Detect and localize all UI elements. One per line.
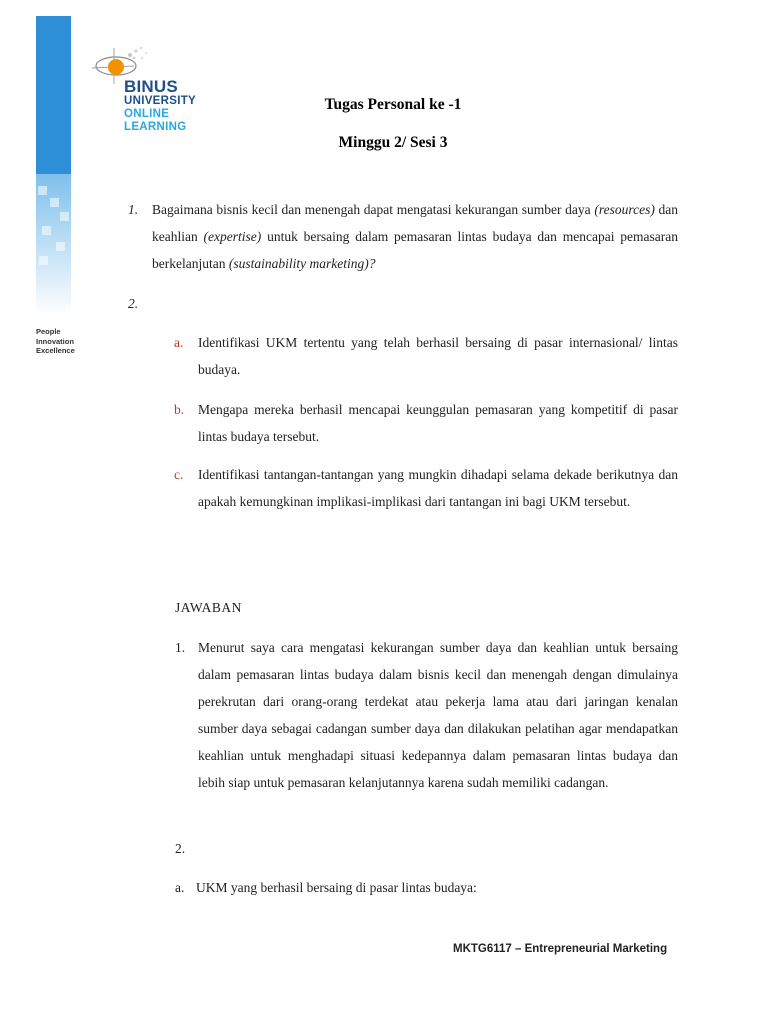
question-1-text-part: dan keahlian	[152, 202, 678, 244]
strip-tile	[42, 226, 51, 235]
strip-tile	[60, 212, 69, 221]
tagline-line: People	[36, 327, 61, 336]
question-2a-letter: a.	[174, 335, 184, 350]
assignment-subtitle: Minggu 2/ Sesi 3	[338, 134, 448, 151]
logo-brand: BINUS	[124, 77, 178, 96]
footer-course-code: MKTG6117 – Entrepreneurial Marketing	[453, 943, 668, 955]
answers-heading: JAWABAN	[175, 600, 242, 615]
logo-learning: LEARNING	[124, 121, 187, 133]
question-2c-text: Identifikasi tantangan-tantangan yang mungkin dihadapi selama dekade berikutnya dan apakah kemungkinan implikasi-implikasi dari tantangan ini bagi UKM tersebut.	[198, 467, 678, 509]
answer-1-number: 1.	[175, 640, 186, 655]
strip-tile	[50, 198, 59, 207]
question-1-italic-resources: (resources)	[594, 202, 655, 217]
question-1-text-part: untuk bersaing dalam pemasaran lintas budaya dan mencapai pemasaran berkelanjutan	[152, 229, 678, 271]
question-2c-letter: c.	[174, 467, 184, 482]
assignment-title: Tugas Personal ke -1	[324, 96, 462, 113]
question-1-italic-expertise: (expertise)	[203, 229, 262, 244]
strip-tile	[38, 186, 47, 195]
answer-2-number: 2.	[175, 841, 186, 856]
answer-2a-text: UKM yang berhasil bersaing di pasar lintas budaya:	[196, 880, 477, 895]
tagline	[36, 327, 75, 356]
tagline-line: Innovation	[36, 336, 74, 346]
question-2a-text: Identifikasi UKM tertentu yang telah berhasil bersaing di pasar internasional/ lintas budaya.	[198, 335, 678, 377]
question-1-number: 1.	[128, 202, 139, 217]
answer-2a-letter: a.	[175, 880, 185, 895]
answer-1-text: Menurut saya cara mengatasi kekurangan sumber daya dan keahlian untuk bersaing dalam pemasaran lintas budaya dalam bisnis kecil dan menengah dengan dimulainya perekrutan dari orang-orang terdekat atau pekerja lama atau dari jaringan kenalan sumber daya sebagai cadangan sumber daya dan dilakukan pelatihan agar mendapatkan keahlian untuk menghadapi situasi kedepannya dalam pemasaran lintas budaya dan lebih siap untuk pemasaran kelanjutannya karena sudah memiliki cadangan.	[198, 640, 678, 790]
tagline-line: Excellence	[36, 346, 75, 355]
question-1-text	[152, 196, 678, 277]
strip-tile	[56, 242, 65, 251]
strip-tile	[39, 256, 48, 265]
question-2-number: 2.	[128, 296, 139, 311]
question-1-italic-sustainability: (sustainability marketing)?	[228, 256, 376, 271]
question-2b-text: Mengapa mereka berhasil mencapai keunggulan pemasaran yang kompetitif di pasar lintas budaya tersebut.	[198, 402, 678, 444]
question-2b-letter: b.	[174, 402, 185, 417]
question-1-text-part: Bagaimana bisnis kecil dan menengah dapat mengatasi kekurangan sumber daya	[152, 202, 595, 217]
logo-online: ONLINE	[124, 108, 170, 120]
logo-university: UNIVERSITY	[124, 95, 197, 107]
strip-fade-blue	[36, 174, 71, 316]
decorative-side-strip	[36, 16, 71, 316]
